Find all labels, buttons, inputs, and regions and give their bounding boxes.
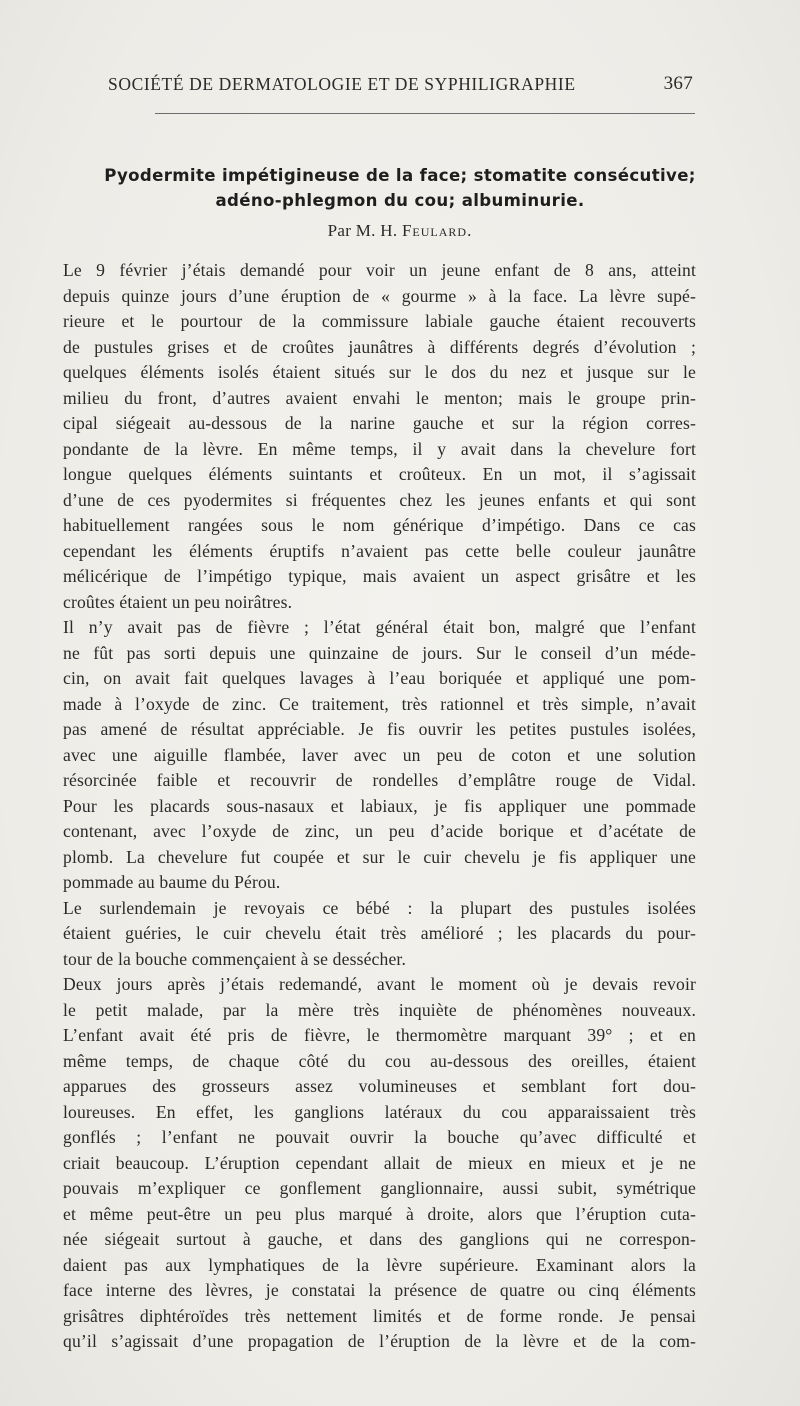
text-line: habituellement rangées sous le nom générique d’impétigo. Dans ce cas: [63, 515, 696, 535]
text-line: qu’il s’agissait d’une propagation de l’éruption de la lèvre et de la com-: [63, 1331, 696, 1351]
text-line: rieure et le pourtour de la commissure labiale gauche étaient recouverts: [63, 311, 696, 331]
running-head: [108, 74, 693, 98]
text-line: contenant, avec l’oxyde de zinc, un peu d’acide borique et d’acétate de: [63, 821, 696, 841]
text-line: criait beaucoup. L’éruption cependant allait de mieux en mieux et je ne: [63, 1152, 696, 1173]
text-line: d’une de ces pyodermites si fréquentes chez les jeunes enfants et qui sont: [63, 489, 696, 510]
text-line: avec une aiguille flambée, laver avec un peu de coton et une solution: [63, 744, 696, 765]
text-line: Deux jours après j’étais redemandé, avant le moment où je devais revoir: [63, 974, 696, 994]
article-title-line: Pyodermite impétigineuse de la face; stomatite consécutive;: [104, 166, 696, 185]
text-line: née siégeait surtout à gauche, et dans des ganglions qui ne correspon-: [63, 1229, 696, 1249]
text-line: cipal siégeait au-dessous de la narine gauche et sur la région corres-: [63, 413, 696, 433]
article-title: [60, 163, 740, 213]
text-line: plomb. La chevelure fut coupée et sur le cuir chevelu je fis appliquer une: [63, 846, 696, 867]
text-line: pommade au baume du Pérou.: [63, 872, 281, 892]
text-line: ne fût pas sorti depuis une quinzaine de jours. Sur le conseil d’un méde-: [63, 642, 696, 663]
header-rule: [155, 113, 695, 114]
text-line: mélicérique de l’impétigo typique, mais avaient un aspect grisâtre et les: [63, 566, 696, 586]
byline: [0, 221, 800, 241]
text-line: pondante de la lèvre. En même temps, il y avait dans la chevelure fort: [63, 438, 696, 459]
text-line: made à l’oxyde de zinc. Ce traitement, très rationnel et très simple, n’avait: [63, 693, 696, 714]
text-line: Le 9 février j’étais demandé pour voir un jeune enfant de 8 ans, atteint: [63, 260, 696, 280]
text-line: et même peut-être un peu plus marqué à droite, alors que l’éruption cuta-: [63, 1203, 696, 1224]
text-line: même temps, de chaque côté du cou au-dessous des oreilles, étaient: [63, 1050, 696, 1071]
text-line: grisâtres diphtéroïdes très nettement limités et de forme ronde. Je pensai: [63, 1305, 696, 1326]
text-line: cependant les éléments éruptifs n’avaient pas cette belle couleur jaunâtre: [63, 540, 696, 561]
text-line: pas amené de résultat appréciable. Je fis ouvrir les petites pustules isolées,: [63, 719, 696, 739]
author-name: Feulard.: [401, 221, 473, 240]
text-line: Pour les placards sous-nasaux et labiaux, je fis appliquer une pommade: [63, 795, 696, 816]
text-line: le petit malade, par la mère très inquiète de phénomènes nouveaux.: [63, 999, 696, 1020]
text-line: cin, on avait fait quelques lavages à l’eau boriquée et appliqué une pom-: [63, 668, 696, 688]
byline-prefix: Par M. H.: [327, 221, 402, 240]
text-line: tour de la bouche commençaient à se dessécher.: [63, 948, 406, 969]
text-line: Le surlendemain je revoyais ce bébé : la plupart des pustules isolées: [63, 897, 696, 918]
page-number: 367: [663, 73, 693, 94]
text-line: Il n’y avait pas de fièvre ; l’état général était bon, malgré que l’enfant: [63, 617, 696, 637]
text-line: résorcinée faible et recouvrir de rondelles d’emplâtre rouge de Vidal.: [63, 770, 696, 790]
text-line: gonflés ; l’enfant ne pouvait ouvrir la bouche qu’avec difficulté et: [63, 1127, 696, 1147]
text-line: depuis quinze jours d’une éruption de « gourme » à la face. La lèvre supé-: [63, 285, 696, 306]
article-title-line: adéno-phlegmon du cou; albuminurie.: [215, 191, 585, 210]
text-line: de pustules grises et de croûtes jaunâtres à différents degrés d’évolution ;: [63, 336, 696, 357]
text-line: étaient guéries, le cuir chevelu était très amélioré ; les placards du pour-: [63, 923, 696, 943]
text-line: apparues des grosseurs assez volumineuses et semblant fort dou-: [63, 1076, 696, 1096]
text-line: pouvais m’expliquer ce gonflement ganglionnaire, aussi subit, symétrique: [63, 1178, 696, 1198]
text-line: L’enfant avait été pris de fièvre, le thermomètre marquant 39° ; et en: [63, 1025, 696, 1045]
text-line: croûtes étaient un peu noirâtres.: [63, 591, 293, 612]
text-line: loureuses. En effet, les ganglions latéraux du cou apparaissaient très: [63, 1101, 696, 1122]
body-text: [63, 258, 696, 1355]
running-head-title: SOCIÉTÉ DE DERMATOLOGIE ET DE SYPHILIGRAPHIE: [108, 74, 576, 94]
text-line: daient pas aux lymphatiques de la lèvre supérieure. Examinant alors la: [63, 1254, 696, 1275]
text-line: face interne des lèvres, je constatai la présence de quatre ou cinq éléments: [63, 1280, 696, 1300]
text-line: longue quelques éléments suintants et croûteux. En un mot, il s’agissait: [63, 464, 696, 484]
text-line: milieu du front, d’autres avaient envahi le menton; mais le groupe prin-: [63, 387, 696, 408]
text-line: quelques éléments isolés étaient situés sur le dos du nez et jusque sur le: [63, 362, 696, 382]
